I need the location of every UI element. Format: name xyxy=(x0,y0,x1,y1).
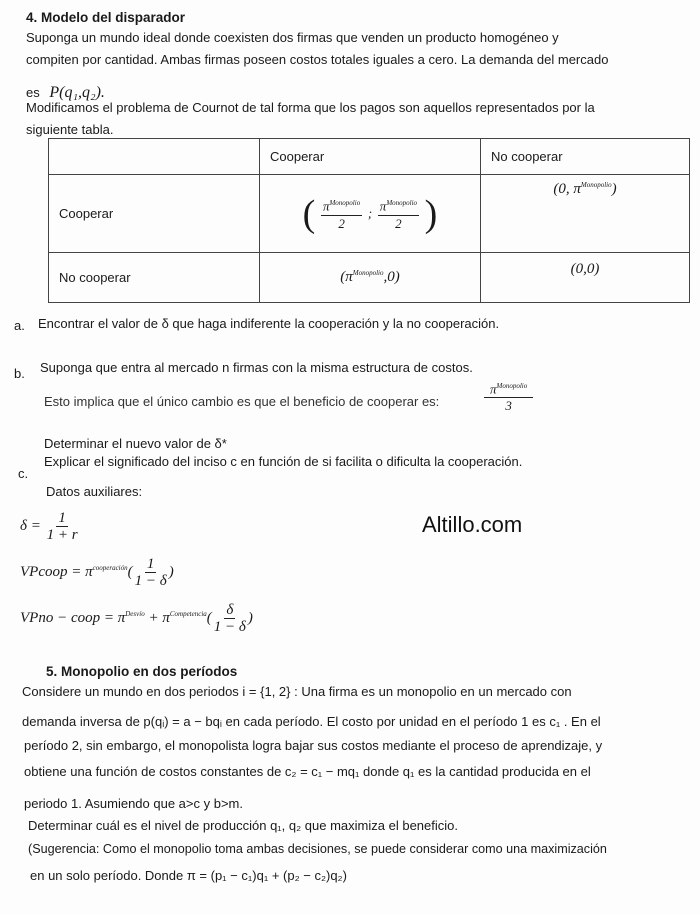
paragraph-line: compiten por cantidad. Ambas firmas poseen costos totales iguales a cero. La demanda del mercado xyxy=(26,52,609,67)
fraction xyxy=(321,195,362,231)
paragraph-line: Modificamos el problema de Cournot de tal forma que los pagos son aquellos representados por la xyxy=(26,100,595,115)
table-corner-cell xyxy=(49,139,260,175)
fraction-numerator: $\pi^{Monopolio}$ xyxy=(484,378,533,398)
table-row xyxy=(49,175,690,253)
table-row-label: No cooperar xyxy=(49,253,260,303)
payoff-value: (0,0) xyxy=(570,261,600,277)
right-paren: ) xyxy=(424,192,438,235)
item-b-fraction xyxy=(482,378,535,414)
paragraph-line: obtiene una función de costos constantes de c₂ = c₁ − mq₁ donde q₁ es la cantidad producida en el xyxy=(24,764,591,779)
payoff-value: $(\pi^{Monopolio},0)$ xyxy=(340,269,400,285)
payoff-table xyxy=(48,138,690,303)
fraction-denominator: 2 xyxy=(338,215,345,231)
delta-formula: δ = $\frac{1}{1 + r}$ xyxy=(20,510,78,543)
paragraph-line: (Sugerencia: Como el monopolio toma ambas decisiones, se puede considerar como una maximización xyxy=(28,842,607,856)
table-header-row xyxy=(49,139,690,175)
table-row xyxy=(49,253,690,303)
vpnocoop-formula: VPno − coop = $\pi^{Desvío} + \pi^{Competencia}$( $\frac{\delta}{1 - \delta}$ ) xyxy=(20,602,253,635)
fraction-denominator: 3 xyxy=(505,398,512,414)
item-b-text: Suponga que entra al mercado n firmas con la misma estructura de costos. xyxy=(40,360,473,375)
fraction-denominator: 2 xyxy=(395,215,402,231)
item-b-line3: Determinar el nuevo valor de δ* xyxy=(44,436,227,451)
watermark-logo: Altillo.com xyxy=(422,512,523,537)
section-5-heading: 5. Monopolio en dos períodos xyxy=(46,664,238,679)
item-label: c. xyxy=(18,466,29,481)
table-cell-coop-nocoop xyxy=(481,175,690,253)
section-4-heading: 4. Modelo del disparador xyxy=(26,10,186,25)
separator: ; xyxy=(367,204,373,220)
paragraph-line: en un solo período. Donde π = (p₁ − c₁)q₁ + (p₂ − c₂)q₂) xyxy=(30,868,347,883)
vpcoop-formula: VPcoop = $\pi^{cooperación}$( $\frac{1}{1 - \delta}$ ) xyxy=(20,556,174,589)
fraction: $\frac{1}{1 + r}$ xyxy=(46,510,78,543)
paragraph-line: período 2, sin embargo, el monopolista logra bajar sus costos mediante el proceso de aprendizaje, y xyxy=(24,738,603,753)
left-paren: ( xyxy=(302,192,316,235)
item-c-text: Explicar el significado del inciso c en función de si facilita o dificulta la cooperación. xyxy=(44,454,523,469)
fraction-numerator: $\pi^{Monopolio}$ xyxy=(321,195,362,215)
paragraph-line: periodo 1. Asumiendo que a>c y b>m. xyxy=(24,796,243,811)
fraction-numerator: $\pi^{Monopolio}$ xyxy=(378,195,419,215)
table-cell-nocoop-nocoop xyxy=(481,253,690,303)
item-b-line2: Esto implica que el único cambio es que el beneficio de cooperar es: xyxy=(44,394,440,409)
item-label: a. xyxy=(14,318,25,333)
fraction xyxy=(378,195,419,231)
table-cell-coop-coop xyxy=(260,175,481,253)
table-cell-nocoop-coop xyxy=(260,253,481,303)
payoff-value: (0, $\pi^{Monopolio}$) xyxy=(553,181,617,197)
item-label: b. xyxy=(14,366,25,381)
table-col-header: Cooperar xyxy=(260,139,481,175)
paragraph-line: demanda inversa de p(qᵢ) = a − bqᵢ en cada período. El costo por unidad en el período 1 es c₁ . En el xyxy=(22,714,601,729)
paragraph-text: es xyxy=(26,85,40,100)
paragraph-line: Determinar cuál es el nivel de producción q₁, q₂ que maximiza el beneficio. xyxy=(28,818,458,833)
fraction xyxy=(484,378,533,414)
item-a-text: Encontrar el valor de δ que haga indiferente la cooperación y la no cooperación. xyxy=(38,316,500,331)
table-row-label: Cooperar xyxy=(49,175,260,253)
aux-label: Datos auxiliares: xyxy=(46,484,143,499)
fraction: $\frac{1}{1 - \delta}$ xyxy=(134,556,167,589)
table-col-header: No cooperar xyxy=(481,139,690,175)
demand-formula: P(q₁,q₂). xyxy=(49,84,105,101)
paragraph-line: Considere un mundo en dos periodos i = {1, 2} : Una firma es un monopolio en un mercado con xyxy=(22,684,572,699)
paragraph-line: siguiente tabla. xyxy=(26,122,114,137)
fraction: $\frac{\delta}{1 - \delta}$ xyxy=(213,602,246,635)
paragraph-line: Suponga un mundo ideal donde coexisten dos firmas que venden un producto homogéneo y xyxy=(26,30,559,45)
